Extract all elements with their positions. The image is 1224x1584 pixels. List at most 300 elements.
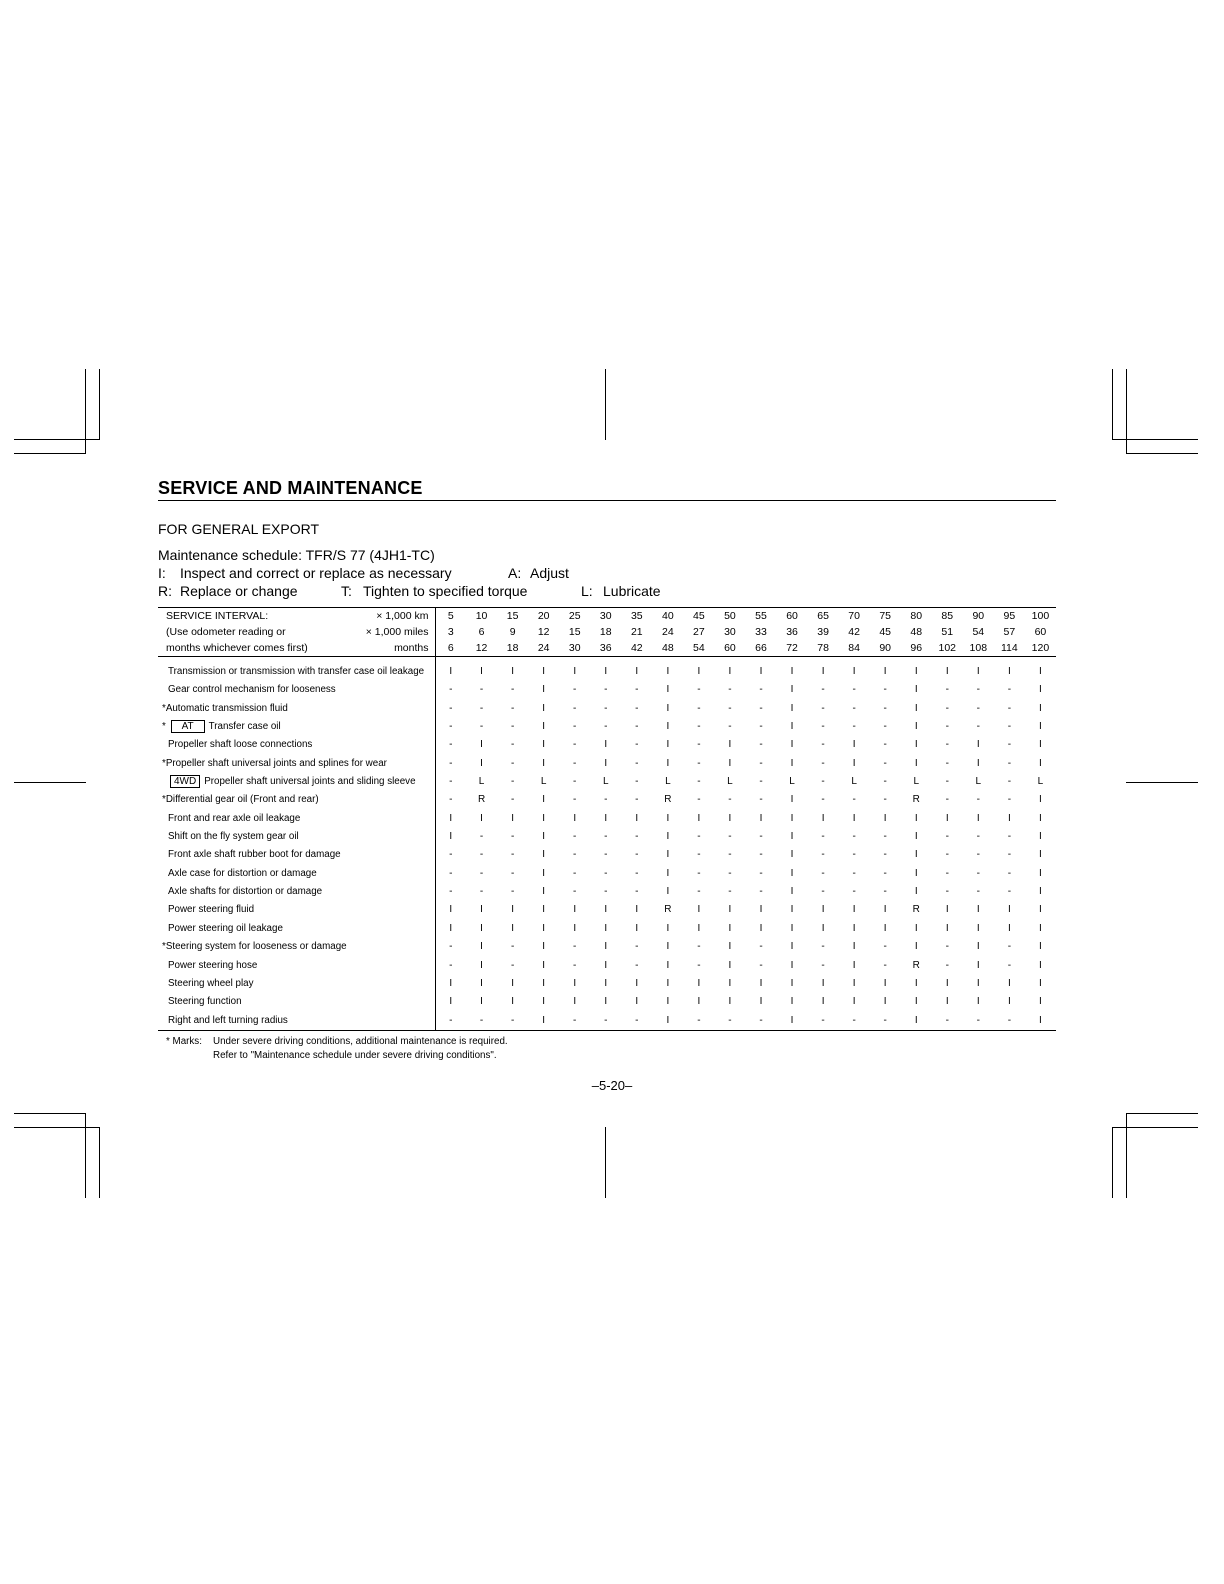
- schedule-cell: -: [510, 794, 515, 806]
- schedule-cell: -: [510, 886, 515, 898]
- schedule-cell: I: [480, 812, 483, 824]
- schedule-cell: I: [449, 666, 453, 677]
- schedule-cell: I: [914, 684, 918, 696]
- schedule-cell: -: [573, 959, 577, 971]
- interval-value: 72: [777, 640, 808, 657]
- maintenance-item-label: Front axle shaft rubber boot for damage: [168, 849, 341, 861]
- schedule-cell: I: [790, 757, 794, 769]
- schedule-cell: -: [945, 721, 949, 733]
- schedule-cell: I: [852, 739, 856, 751]
- schedule-cell: I: [728, 739, 732, 751]
- maintenance-item-label: Transmission or transmission with transfer case oil leakage: [168, 666, 425, 677]
- schedule-cell: -: [604, 721, 608, 733]
- table-row: [158, 975, 1056, 993]
- schedule-cell: I: [511, 922, 514, 934]
- schedule-cell: I: [542, 922, 546, 934]
- schedule-cell: I: [790, 812, 794, 824]
- schedule-cell: -: [728, 831, 732, 843]
- schedule-cell: -: [697, 739, 701, 751]
- interval-value: 84: [839, 640, 870, 657]
- schedule-cell: -: [1007, 684, 1012, 696]
- schedule-cell: I: [480, 996, 483, 1008]
- schedule-cell: I: [635, 996, 639, 1008]
- interval-value: 102: [932, 640, 963, 657]
- schedule-cell: -: [759, 776, 763, 788]
- interval-value: 15: [506, 610, 519, 622]
- schedule-cell: -: [449, 959, 453, 971]
- schedule-cell: I: [821, 666, 825, 677]
- interval-value: 42: [848, 626, 860, 638]
- schedule-cell: -: [883, 886, 887, 898]
- schedule-cell: -: [883, 867, 887, 879]
- interval-value: 6: [435, 640, 466, 657]
- schedule-cell: I: [790, 922, 794, 934]
- maintenance-item-cell: [158, 810, 435, 828]
- schedule-cell: I: [790, 831, 794, 843]
- maintenance-item-cell: [158, 957, 435, 975]
- schedule-cell: I: [790, 996, 794, 1008]
- schedule-cell: I: [635, 904, 639, 916]
- table-row: [158, 736, 1056, 754]
- schedule-cell: I: [790, 886, 794, 898]
- schedule-cell: I: [976, 739, 980, 751]
- schedule-cell: I: [1007, 666, 1011, 677]
- interval-header-label: [158, 608, 435, 624]
- schedule-cell: R: [664, 904, 672, 916]
- maintenance-item: [158, 883, 435, 901]
- schedule-cell: -: [1007, 794, 1012, 806]
- schedule-cell: I: [449, 996, 453, 1008]
- maintenance-item-label: Power steering fluid: [168, 904, 255, 916]
- schedule-cell: I: [635, 977, 639, 989]
- schedule-cell: I: [914, 977, 918, 989]
- interval-value: 48: [910, 626, 923, 638]
- interval-value: 27: [693, 626, 705, 638]
- schedule-cell: -: [479, 1014, 484, 1026]
- interval-header-row: [158, 640, 1056, 657]
- schedule-cell: I: [728, 904, 732, 916]
- schedule-cell: I: [604, 941, 608, 953]
- schedule-cell: -: [1007, 867, 1012, 879]
- interval-value: 51: [941, 626, 954, 638]
- schedule-cell: I: [976, 996, 980, 1008]
- schedule-cell: L: [1037, 776, 1044, 788]
- schedule-cell: -: [852, 1014, 856, 1026]
- schedule-cell: I: [604, 996, 608, 1008]
- maintenance-item-label: Front and rear axle oil leakage: [168, 812, 301, 824]
- schedule-cell: I: [511, 977, 514, 989]
- maintenance-item: [158, 791, 435, 809]
- schedule-cell: -: [697, 776, 701, 788]
- interval-value: 75: [879, 610, 892, 622]
- legend-text: Inspect and correct or replace as necessary: [180, 565, 452, 581]
- maintenance-item-label: Propeller shaft loose connections: [168, 739, 313, 751]
- schedule-cell: I: [480, 941, 483, 953]
- footnote-line: Under severe driving conditions, additional maintenance is required.: [213, 1036, 508, 1047]
- schedule-cell: -: [635, 849, 639, 861]
- maintenance-item-label: Automatic transmission fluid: [165, 702, 288, 714]
- schedule-cell: L: [975, 776, 982, 788]
- schedule-cell: -: [604, 831, 608, 843]
- schedule-cell: I: [790, 794, 794, 806]
- schedule-cell: I: [573, 977, 577, 989]
- schedule-cell: I: [542, 867, 546, 879]
- table-row: [158, 957, 1056, 975]
- interval-value: 60: [714, 640, 745, 657]
- schedule-cell: -: [759, 1014, 763, 1026]
- schedule-cell: I: [790, 1014, 794, 1026]
- schedule-cell: -: [510, 941, 515, 953]
- schedule-cell: -: [449, 794, 453, 806]
- schedule-cell: -: [479, 886, 484, 898]
- schedule-cell: I: [542, 684, 546, 696]
- drivetrain-tag: 4WD: [170, 775, 200, 788]
- schedule-cell: -: [728, 849, 732, 861]
- schedule-cell: -: [479, 702, 484, 714]
- schedule-cell: -: [479, 684, 484, 696]
- interval-unit: months: [394, 642, 429, 654]
- schedule-cell: I: [542, 959, 546, 971]
- table-row: [158, 700, 1056, 718]
- schedule-cell: I: [1007, 977, 1011, 989]
- interval-value: 35: [630, 610, 643, 622]
- maintenance-item-label: Right and left turning radius: [168, 1014, 288, 1026]
- schedule-cell: I: [976, 904, 980, 916]
- schedule-cell: -: [883, 684, 887, 696]
- schedule-cell: I: [666, 922, 670, 934]
- schedule-cell: -: [604, 794, 608, 806]
- maintenance-item: [158, 773, 435, 791]
- legend-code: R:: [158, 583, 172, 599]
- schedule-cell: -: [728, 702, 732, 714]
- schedule-cell: I: [914, 739, 918, 751]
- schedule-cell: -: [976, 794, 980, 806]
- maintenance-item-cell: [158, 883, 435, 901]
- schedule-cell: -: [852, 849, 856, 861]
- schedule-cell: I: [852, 996, 856, 1008]
- interval-value: 9: [509, 626, 516, 638]
- schedule-cell: -: [1007, 941, 1012, 953]
- schedule-cell: -: [697, 849, 701, 861]
- schedule-cell: -: [697, 757, 701, 769]
- schedule-cell: -: [852, 867, 856, 879]
- table-row: [158, 681, 1056, 699]
- schedule-cell: -: [821, 739, 825, 751]
- maintenance-item: [158, 663, 435, 681]
- maintenance-item-label: Steering wheel play: [168, 977, 254, 989]
- maintenance-item-cell: [158, 938, 435, 956]
- schedule-cell: -: [573, 886, 577, 898]
- schedule-cell: -: [852, 794, 856, 806]
- schedule-cell: -: [449, 867, 453, 879]
- interval-value: 95: [1003, 610, 1016, 622]
- schedule-cell: I: [914, 721, 918, 733]
- schedule-cell: I: [666, 812, 670, 824]
- schedule-cell: -: [635, 684, 639, 696]
- maintenance-item: [158, 957, 435, 975]
- schedule-cell: -: [945, 684, 949, 696]
- schedule-cell: I: [790, 702, 794, 714]
- schedule-cell: -: [635, 739, 639, 751]
- schedule-cell: -: [573, 739, 577, 751]
- interval-value: 40: [662, 610, 674, 622]
- table-row: [158, 920, 1056, 938]
- schedule-cell: -: [479, 849, 484, 861]
- maintenance-item-label: Propeller shaft universal joints and splines for wear: [165, 757, 387, 769]
- schedule-cell: I: [914, 849, 918, 861]
- schedule-cell: -: [852, 831, 856, 843]
- schedule-cell: -: [883, 757, 887, 769]
- schedule-cell: I: [666, 996, 670, 1008]
- schedule-cell: -: [573, 794, 577, 806]
- schedule-cell: I: [511, 904, 514, 916]
- schedule-cell: I: [976, 959, 980, 971]
- interval-value: 85: [941, 610, 954, 622]
- footnote-mark: * Marks:: [166, 1036, 202, 1047]
- schedule-cell: -: [1007, 702, 1012, 714]
- schedule-cell: -: [821, 721, 825, 733]
- schedule-cell: -: [945, 849, 949, 861]
- schedule-cell: -: [635, 831, 639, 843]
- schedule-cell: I: [1039, 831, 1042, 843]
- interval-header-label-cell: [158, 640, 435, 657]
- legend-code: L:: [581, 583, 593, 599]
- schedule-cell: -: [635, 721, 639, 733]
- schedule-cell: I: [883, 977, 887, 989]
- table-row: [158, 993, 1056, 1011]
- schedule-cell: -: [510, 1014, 515, 1026]
- schedule-cell: -: [697, 867, 701, 879]
- schedule-cell: -: [449, 757, 453, 769]
- interval-value: 108: [963, 640, 994, 657]
- schedule-cell: -: [604, 684, 608, 696]
- maintenance-item: [158, 681, 435, 699]
- maintenance-item-cell: [158, 663, 435, 681]
- interval-value: 39: [817, 626, 829, 638]
- schedule-cell: -: [573, 757, 577, 769]
- footnote: [166, 1035, 508, 1063]
- schedule-cell: I: [914, 812, 918, 824]
- schedule-cell: I: [1039, 721, 1042, 733]
- schedule-cell: I: [914, 996, 918, 1008]
- maintenance-item-label: Gear control mechanism for looseness: [168, 684, 336, 696]
- maintenance-item-label: Steering system for looseness or damage: [165, 941, 347, 953]
- legend-item-tighten: [341, 583, 527, 599]
- schedule-cell: I: [542, 941, 546, 953]
- schedule-cell: I: [511, 812, 514, 824]
- maintenance-item-cell: [158, 865, 435, 883]
- maintenance-item: [158, 755, 435, 773]
- maintenance-item: [158, 865, 435, 883]
- page-number: –5-20–: [591, 1078, 633, 1093]
- schedule-cell: I: [604, 922, 608, 934]
- schedule-cell: -: [635, 959, 639, 971]
- page-subtitle: FOR GENERAL EXPORT: [158, 521, 320, 537]
- schedule-cell: I: [542, 794, 546, 806]
- schedule-cell: I: [759, 812, 763, 824]
- schedule-cell: R: [912, 959, 920, 971]
- schedule-cell: -: [697, 1014, 701, 1026]
- interval-header-text: months whichever comes first): [166, 642, 308, 654]
- maintenance-item: [158, 736, 435, 754]
- schedule-cell: -: [697, 684, 701, 696]
- schedule-cell: I: [542, 702, 546, 714]
- interval-value: 30: [599, 610, 612, 622]
- schedule-cell: -: [1007, 959, 1012, 971]
- maintenance-item-label: Axle shafts for distortion or damage: [168, 886, 323, 898]
- schedule-cell: I: [449, 831, 453, 843]
- interval-header-label: [158, 624, 435, 640]
- schedule-cell: I: [666, 702, 670, 714]
- schedule-cell: -: [635, 757, 639, 769]
- schedule-cell: -: [945, 776, 949, 788]
- schedule-cell: I: [914, 867, 918, 879]
- maintenance-item-cell: [158, 828, 435, 846]
- schedule-cell: I: [728, 941, 732, 953]
- maintenance-item-label: Power steering oil leakage: [168, 922, 283, 934]
- schedule-cell: -: [697, 886, 701, 898]
- schedule-cell: I: [759, 996, 763, 1008]
- schedule-cell: I: [852, 666, 856, 677]
- schedule-cell: I: [914, 1014, 918, 1026]
- schedule-cell: I: [1039, 996, 1042, 1008]
- schedule-cell: -: [510, 684, 515, 696]
- maintenance-item: [158, 846, 435, 864]
- schedule-cell: -: [449, 702, 453, 714]
- schedule-cell: -: [821, 831, 825, 843]
- schedule-cell: -: [479, 831, 484, 843]
- interval-value: 54: [972, 626, 985, 638]
- schedule-cell: I: [666, 739, 670, 751]
- schedule-cell: I: [542, 886, 546, 898]
- schedule-cell: I: [821, 904, 825, 916]
- section-title: SERVICE AND MAINTENANCE: [158, 478, 1056, 501]
- schedule-cell: I: [1007, 996, 1011, 1008]
- interval-value: 20: [537, 610, 550, 622]
- severe-condition-mark: *: [162, 757, 166, 769]
- interval-value: 50: [724, 610, 736, 622]
- schedule-cell: -: [573, 831, 577, 843]
- maintenance-item-label: Steering function: [168, 996, 242, 1008]
- maintenance-item-label: Transfer case oil: [208, 721, 281, 733]
- schedule-cell: -: [635, 1014, 639, 1026]
- schedule-cell: -: [697, 959, 701, 971]
- schedule-cell: -: [821, 1014, 825, 1026]
- schedule-cell: -: [759, 739, 763, 751]
- footnote-line: Refer to "Maintenance schedule under severe driving conditions".: [213, 1050, 497, 1061]
- schedule-cell: -: [449, 941, 453, 953]
- schedule-cell: -: [852, 886, 856, 898]
- schedule-cell: I: [480, 922, 483, 934]
- maintenance-item-cell: [158, 736, 435, 754]
- schedule-cell: I: [573, 904, 577, 916]
- severe-condition-mark: *: [162, 702, 166, 714]
- legend-item-inspect: [158, 565, 452, 581]
- schedule-cell: -: [759, 721, 763, 733]
- schedule-cell: I: [542, 757, 546, 769]
- interval-value: 15: [568, 626, 581, 638]
- maintenance-item-cell: [158, 975, 435, 993]
- schedule-cell: -: [821, 941, 825, 953]
- schedule-cell: I: [604, 959, 608, 971]
- schedule-cell: -: [510, 739, 515, 751]
- schedule-cell: -: [883, 794, 887, 806]
- schedule-cell: -: [945, 959, 949, 971]
- maintenance-item: [158, 810, 435, 828]
- legend-text: Tighten to specified torque: [363, 583, 528, 599]
- schedule-cell: I: [604, 812, 608, 824]
- schedule-cell: I: [1039, 794, 1042, 806]
- schedule-cell: -: [573, 941, 577, 953]
- schedule-cell: I: [542, 1014, 546, 1026]
- interval-value: 120: [1025, 640, 1056, 657]
- schedule-cell: -: [449, 776, 453, 788]
- maintenance-item: [158, 938, 435, 956]
- schedule-cell: L: [602, 776, 609, 788]
- schedule-cell: -: [821, 776, 825, 788]
- schedule-cell: I: [790, 739, 794, 751]
- interval-value: 45: [879, 626, 892, 638]
- schedule-cell: -: [573, 849, 577, 861]
- schedule-cell: -: [759, 831, 763, 843]
- interval-header-row: [158, 624, 1056, 640]
- schedule-cell: I: [542, 904, 546, 916]
- legend-code: I:: [158, 565, 166, 581]
- schedule-cell: -: [759, 867, 763, 879]
- schedule-cell: I: [883, 666, 887, 677]
- legend-item-adjust: [508, 565, 569, 581]
- schedule-cell: I: [883, 904, 887, 916]
- schedule-cell: I: [945, 904, 949, 916]
- schedule-cell: I: [821, 977, 825, 989]
- schedule-cell: I: [945, 812, 949, 824]
- interval-value: 21: [630, 626, 643, 638]
- legend-text: Lubricate: [603, 583, 661, 599]
- maintenance-item-label: Power steering hose: [168, 959, 258, 971]
- maintenance-item-label: Axle case for distortion or damage: [168, 867, 317, 879]
- schedule-cell: -: [604, 886, 608, 898]
- schedule-cell: -: [1007, 831, 1012, 843]
- interval-value: 55: [755, 610, 767, 622]
- schedule-cell: I: [480, 666, 483, 677]
- schedule-cell: I: [1039, 812, 1042, 824]
- interval-value: 66: [745, 640, 776, 657]
- schedule-cell: I: [852, 959, 856, 971]
- schedule-cell: -: [1007, 886, 1012, 898]
- schedule-cell: I: [883, 996, 887, 1008]
- interval-value: 30: [724, 626, 736, 638]
- table-row: [158, 755, 1056, 773]
- schedule-cell: I: [1039, 959, 1042, 971]
- interval-value: 100: [1031, 610, 1050, 622]
- maintenance-item: [158, 700, 435, 718]
- schedule-cell: I: [1039, 977, 1042, 989]
- schedule-cell: I: [790, 904, 794, 916]
- schedule-cell: -: [604, 1014, 608, 1026]
- schedule-title: Maintenance schedule: TFR/S 77 (4JH1-TC): [158, 547, 435, 563]
- schedule-cell: -: [821, 684, 825, 696]
- schedule-cell: I: [728, 977, 732, 989]
- schedule-cell: -: [635, 794, 639, 806]
- schedule-cell: I: [1039, 702, 1042, 714]
- schedule-cell: I: [728, 666, 732, 677]
- schedule-cell: I: [542, 739, 546, 751]
- maintenance-item-cell: [158, 773, 435, 791]
- interval-unit: × 1,000 km: [376, 610, 429, 622]
- drivetrain-tag: AT: [171, 720, 205, 733]
- schedule-cell: -: [728, 721, 732, 733]
- schedule-cell: I: [666, 886, 670, 898]
